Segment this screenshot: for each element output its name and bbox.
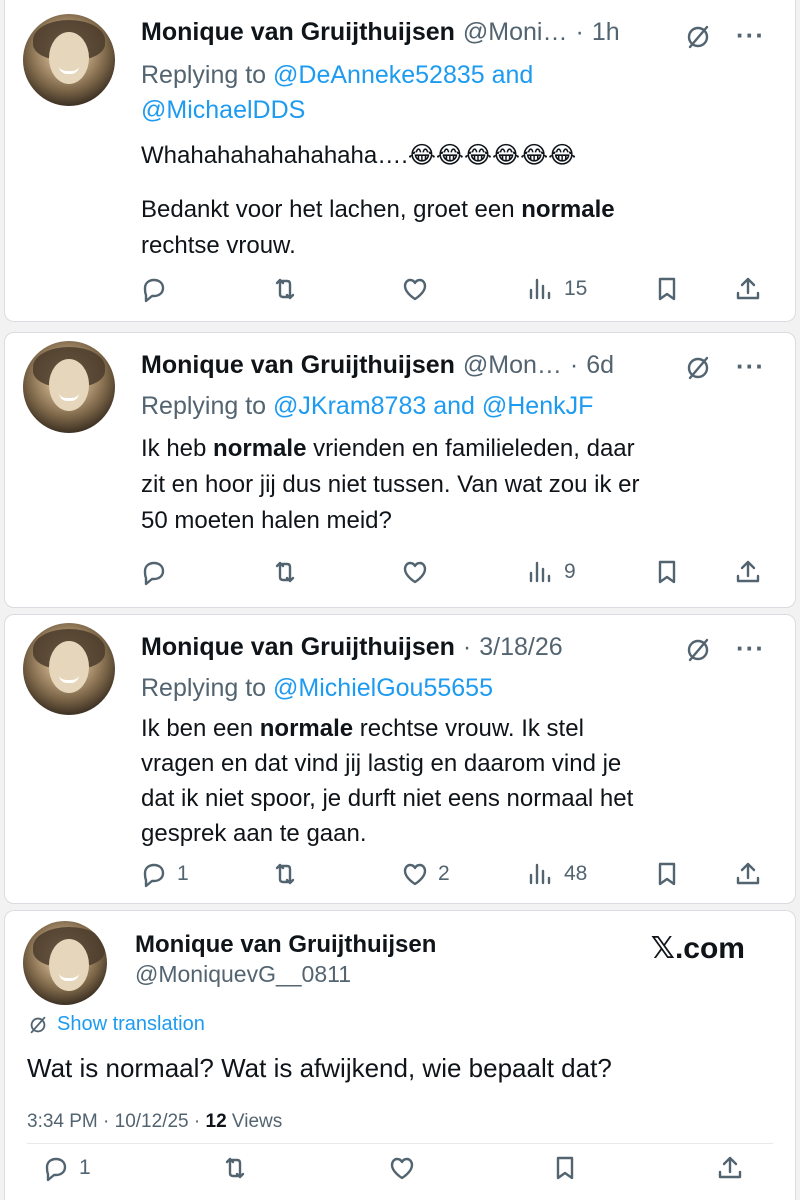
laughing-emoji: 😂😂😂😂😂😂 xyxy=(407,142,577,169)
views-count: 15 xyxy=(564,277,588,300)
retweet-button[interactable] xyxy=(270,557,300,587)
views-button[interactable] xyxy=(526,859,587,889)
views-icon xyxy=(526,859,556,889)
handle[interactable]: @Mon… xyxy=(462,351,562,379)
tweet-header xyxy=(141,351,614,380)
like-icon xyxy=(400,859,430,889)
display-name[interactable]: Monique van Gruijthuijsen xyxy=(135,931,437,958)
avatar[interactable] xyxy=(23,921,107,1005)
views-icon xyxy=(526,274,556,304)
tweet-text-p2: Bedankt voor het lachen, groet een normale rechtse vrouw. xyxy=(141,196,615,259)
mention-link[interactable]: @MichaelDDS xyxy=(141,96,306,124)
share-button[interactable] xyxy=(733,557,763,587)
tweet-info xyxy=(27,1111,282,1133)
retweet-button[interactable] xyxy=(270,859,300,889)
retweet-button[interactable] xyxy=(270,274,300,304)
reply-count: 1 xyxy=(79,1156,91,1179)
share-button[interactable] xyxy=(733,274,763,304)
reply-button[interactable] xyxy=(139,557,169,587)
like-count: 2 xyxy=(438,862,450,885)
bookmark-icon xyxy=(652,274,682,304)
replying-to: Replying to @MichielGou55655 xyxy=(141,674,493,702)
show-translation-button[interactable] xyxy=(27,1013,205,1036)
replying-to: Replying to @DeAnneke52835 and @MichaelDDS xyxy=(141,61,534,124)
x-logo: 𝕏.com xyxy=(650,932,745,965)
reply-button[interactable] xyxy=(139,274,169,304)
reply-count: 1 xyxy=(177,862,189,885)
mention-link[interactable]: @JKram8783 and @HenkJF xyxy=(273,392,594,420)
action-bar xyxy=(5,557,795,597)
tweet-text: Whahahahahahahaha….😂😂😂😂😂😂 xyxy=(141,138,701,174)
tweet-header xyxy=(141,18,620,47)
action-bar xyxy=(5,1153,795,1193)
retweet-icon xyxy=(270,274,300,304)
like-button[interactable] xyxy=(400,274,430,304)
timestamp[interactable]: 3:34 PM · 10/12/25 · xyxy=(27,1111,206,1132)
retweet-icon xyxy=(220,1153,250,1183)
reply-icon xyxy=(139,274,169,304)
avatar[interactable] xyxy=(23,341,115,433)
more-icon[interactable]: ··· xyxy=(736,351,765,381)
tweet-text: Ik ben een normale rechtse vrouw. Ik stel vragen en dat vind jij lastig en daarom vind je dat ik niet spoor, je durft niet eens normaal het gesprek aan te gaan. xyxy=(141,715,634,847)
like-icon xyxy=(400,557,430,587)
bookmark-icon xyxy=(652,557,682,587)
views-count: 9 xyxy=(564,560,576,583)
like-icon xyxy=(400,274,430,304)
reply-icon xyxy=(139,859,169,889)
more-icon[interactable]: ··· xyxy=(736,20,765,50)
mention-link[interactable]: @DeAnneke52835 and xyxy=(273,61,534,89)
tweet-text: Wat is normaal? Wat is afwijkend, wie bepaalt dat? xyxy=(27,1053,612,1083)
share-icon xyxy=(733,274,763,304)
display-name[interactable]: Monique van Gruijthuijsen xyxy=(141,18,455,46)
tweet-card-1[interactable] xyxy=(4,0,796,322)
timestamp[interactable]: 1h xyxy=(591,18,620,46)
grok-icon xyxy=(27,1014,49,1036)
more-icon[interactable]: ··· xyxy=(736,633,765,663)
reply-button[interactable] xyxy=(139,859,189,889)
display-name[interactable]: Monique van Gruijthuijsen xyxy=(141,633,455,661)
views-button[interactable] xyxy=(526,557,576,587)
reply-button[interactable] xyxy=(41,1153,91,1183)
divider xyxy=(27,1143,773,1144)
timestamp[interactable]: 6d xyxy=(586,351,615,379)
tweet-text: Ik heb normale vrienden en familieleden, daar zit en hoor jij dus niet tussen. Van wat zou ik er 50 moeten halen meid? xyxy=(141,435,640,534)
retweet-button[interactable] xyxy=(220,1153,250,1183)
action-bar xyxy=(5,274,795,314)
grok-icon[interactable] xyxy=(683,353,713,383)
bookmark-button[interactable] xyxy=(652,859,682,889)
show-translation-label: Show translation xyxy=(57,1013,205,1035)
views-icon xyxy=(526,557,556,587)
bookmark-button[interactable] xyxy=(652,274,682,304)
main-tweet-card[interactable] xyxy=(4,910,796,1200)
views-button[interactable] xyxy=(526,274,587,304)
views-label: Views xyxy=(226,1111,283,1132)
retweet-icon xyxy=(270,557,300,587)
dot-separator: · xyxy=(462,633,472,661)
views-count: 48 xyxy=(564,862,588,885)
mention-link[interactable]: @MichielGou55655 xyxy=(273,674,493,702)
avatar[interactable] xyxy=(23,623,115,715)
handle[interactable]: @MoniquevG__0811 xyxy=(135,961,352,987)
tweet-card-3[interactable] xyxy=(4,614,796,904)
like-button[interactable] xyxy=(400,859,450,889)
share-icon xyxy=(733,557,763,587)
handle[interactable]: @Moni… xyxy=(462,18,568,46)
bookmark-icon xyxy=(550,1153,580,1183)
timestamp[interactable]: 3/18/26 xyxy=(479,633,563,661)
reply-icon xyxy=(41,1153,71,1183)
action-bar xyxy=(5,859,795,899)
bookmark-button[interactable] xyxy=(550,1153,580,1183)
retweet-icon xyxy=(270,859,300,889)
share-icon xyxy=(715,1153,745,1183)
like-icon xyxy=(387,1153,417,1183)
share-icon xyxy=(733,859,763,889)
bookmark-button[interactable] xyxy=(652,557,682,587)
tweet-card-2[interactable] xyxy=(4,332,796,608)
grok-icon[interactable] xyxy=(683,635,713,665)
reply-icon xyxy=(139,557,169,587)
share-button[interactable] xyxy=(715,1153,745,1183)
bookmark-icon xyxy=(652,859,682,889)
views-count: 12 xyxy=(205,1111,227,1132)
grok-icon[interactable] xyxy=(683,22,713,52)
dot-separator: · xyxy=(575,18,584,46)
like-button[interactable] xyxy=(400,557,430,587)
dot-separator: · xyxy=(569,351,579,379)
display-name[interactable]: Monique van Gruijthuijsen xyxy=(141,351,455,379)
avatar[interactable] xyxy=(23,14,115,106)
tweet-header xyxy=(141,633,563,662)
like-button[interactable] xyxy=(387,1153,417,1183)
replying-to: Replying to @JKram8783 and @HenkJF xyxy=(141,392,594,420)
share-button[interactable] xyxy=(733,859,763,889)
